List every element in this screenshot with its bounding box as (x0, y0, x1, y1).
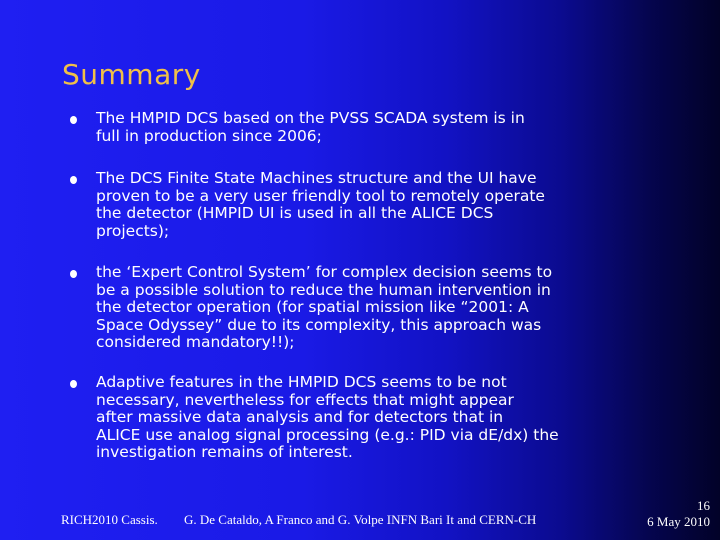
footer-event: RICH2010 Cassis. (61, 512, 158, 527)
bullet-text: The HMPID DCS based on the PVSS SCADA system is in full in production since 2006; (96, 109, 525, 145)
bullet-text: the ‘Expert Control System’ for complex decision seems to be a possible solution to reduce the human intervention in the detector operation (for spatial mission like “2001: A Space Odyssey” due to its complexity, this approach was considered mandatory!!); (96, 263, 553, 351)
footer-page-info (647, 498, 710, 530)
footer-date: 6 May 2010 (647, 514, 710, 529)
bullet-icon (70, 270, 77, 278)
bullet-text: The DCS Finite State Machines structure and the UI have proven to be a very user friendly tool to remotely operate the detector (HMPID UI is used in all the ALICE DCS projects); (96, 169, 545, 240)
page-number: 16 (697, 498, 710, 513)
bullet-icon (70, 176, 77, 184)
bullet-icon (70, 380, 77, 388)
footer-authors: G. De Cataldo, A Franco and G. Volpe INFN Bari It and CERN-CH (184, 512, 537, 527)
slide-title: Summary (62, 58, 201, 91)
bullet-icon (70, 116, 77, 124)
bullet-text: Adaptive features in the HMPID DCS seems to be not necessary, nevertheless for effects that might appear after massive data analysis and for detectors that in ALICE use analog signal processing (e.g.: PID via dE/dx) the investigation remains of interest. (96, 373, 559, 461)
